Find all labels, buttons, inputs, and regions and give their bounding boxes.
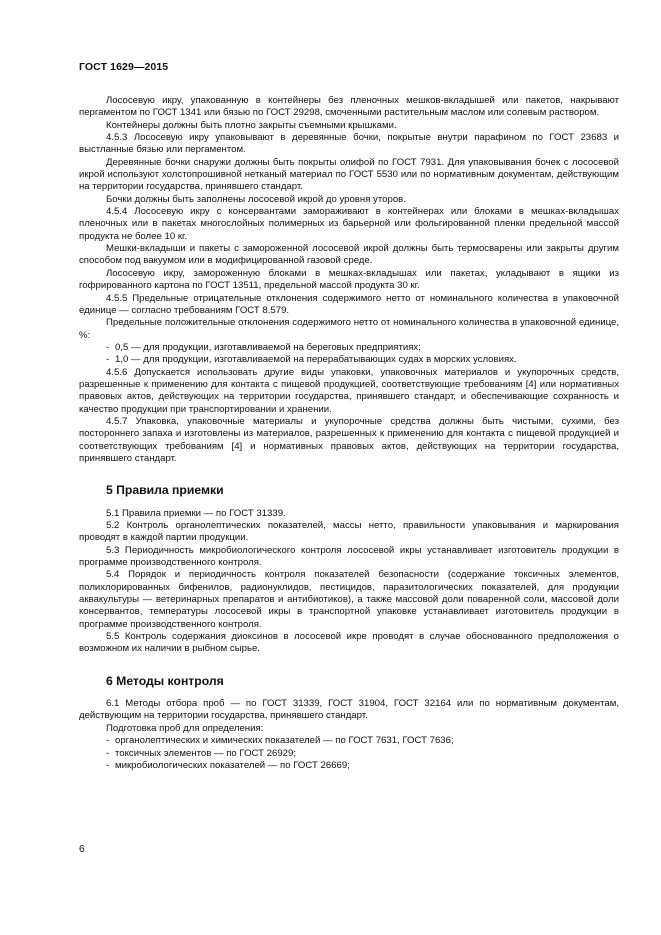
paragraph: Подготовка проб для определения:: [106, 722, 264, 734]
paragraph: Контейнеры должны быть плотно закрыты съемными крышками.: [106, 119, 397, 131]
paragraph: Мешки-вкладыши и пакеты с замороженной лососевой икрой должны быть термосварены или закрыты другим способом под вакуумом или в модифицированной газовой среде.: [79, 243, 619, 267]
paragraph: Лососевую икру, упакованную в контейнеры без пленочных мешков-вкладышей или пакетов, накрывают пергаментом по ГОСТ 1341 или бязью по ГОСТ 29298, смоченными растительным маслом или солевым раствором.: [79, 95, 619, 119]
list-item: [79, 748, 619, 760]
page-number: 6: [79, 844, 85, 855]
clause-6-1: 6.1 Методы отбора проб — по ГОСТ 31339, ГОСТ 31904, ГОСТ 32164 или по нормативным документам, действующим на территории государства, принявшего стандарт.: [79, 698, 619, 722]
list-item: [79, 735, 619, 747]
clause-4-5-7: 4.5.7 Упаковка, упаковочные материалы и укупорочные средства должны быть чистыми, сухими, без постороннего запаха и изготовлены из материалов, разрешенных к применению для контакта с пищевой продукцией и соответствующих требованиям [4] и нормативных правовых актов, действующих на территории государства, принявшего стандарт.: [79, 415, 619, 464]
clause-5-3: 5.3 Периодичность микробиологического контроля лососевой икры устанавливает изготовитель продукции в программе производственного контроля.: [79, 544, 619, 569]
list-item: [79, 760, 619, 772]
paragraph: Предельные положительные отклонения содержимого нетто от номинального количества в упаковочной единице, %:: [79, 317, 619, 341]
clause-5-2: 5.2 Контроль органолептических показателей, массы нетто, правильности упаковывания и маркирования проводят в каждой партии продукции.: [79, 520, 619, 544]
paragraph: Лососевую икру, замороженную блоками в мешках-вкладышах или пакетах, укладывают в ящики из гофрированного картона по ГОСТ 13511, предельной массой продукта 30 кг.: [79, 267, 619, 292]
list-marker: -: [106, 354, 110, 366]
paragraph: Бочки должны быть заполнены лососевой икрой до уровня уторов.: [106, 193, 406, 205]
standard-header: ГОСТ 1629—2015: [79, 61, 169, 73]
list-marker: -: [106, 341, 110, 353]
clause-4-5-6: 4.5.6 Допускается использовать другие виды упаковки, упаковочных материалов и укупорочных средств, разрешенные к применению для контакта с пищевой продукцией, соответствующие требованиям [4] или нормативных правовых актов, действующих на территории государства, принявшего стандарт, и обеспечивающие сохранность и качество продукции при транспортировании и хранении.: [79, 366, 619, 415]
clause-4-5-4: 4.5.4 Лососевую икру с консервантами замораживают в контейнерах или блоками в мешках-вкладышах пленочных или в пакетах многослойных полимерных из барьерной или фольгированной пленки предельной массой продукта не более 10 кг.: [79, 206, 619, 242]
section-title-methods: 6 Методы контроля: [106, 673, 224, 688]
list-item-text: 0,5 — для продукции, изготавливаемой на береговых предприятиях;: [115, 341, 421, 353]
list-marker: -: [106, 735, 110, 747]
paragraph: Деревянные бочки снаружи должны быть покрыты олифой по ГОСТ 7931. Для упаковывания бочек с лососевой икрой используют холстопрошивной нетканый материал по ГОСТ 5530 или по нормативным документам, действующим на территории государства, принявшего стандарт.: [79, 156, 619, 193]
section-title-acceptance: 5 Правила приемки: [106, 483, 224, 498]
clause-4-5-5: 4.5.5 Предельные отрицательные отклонения содержимого нетто от номинального количества в упаковочной единице — согласно требованиям ГОСТ 8.579.: [79, 292, 619, 316]
clause-5-1: 5.1 Правила приемки — по ГОСТ 31339.: [106, 507, 286, 519]
list-item-text: микробиологических показателей — по ГОСТ 26669;: [115, 759, 350, 771]
list-item: [79, 342, 619, 354]
list-item-text: органолептических и химических показателей — по ГОСТ 7631, ГОСТ 7636;: [115, 735, 454, 747]
clause-5-5: 5.5 Контроль содержания диоксинов в лососевой икре проводят в случае обоснованного предположения о возможном их наличии в рыбном сырье.: [79, 631, 619, 655]
clause-4-5-3: 4.5.3 Лососевую икру упаковывают в деревянные бочки, покрытые внутри парафином по ГОСТ 23683 и выстланные бязью или пергаментом.: [79, 132, 619, 156]
list-marker: -: [106, 759, 110, 771]
list-marker: -: [106, 747, 110, 759]
list-item: [79, 354, 619, 366]
clause-5-4: 5.4 Порядок и периодичность контроля показателей безопасности (содержание токсичных элементов, полихлорированных бифенилов, радионуклидов, пестицидов, паразитологических показателей, для продукции аквакультуры — ветеринарных препаратов и антибиотиков), а также массовой доли поваренной соли, массовой доли консервантов, температуры лососевой икры в транспортной упаковке устанавливает изготовитель продукции в программе производственного контроля.: [79, 569, 619, 630]
list-item-text: 1,0 — для продукции, изготавливаемой на перерабатывающих судах в морских условиях.: [115, 354, 517, 366]
document-body: [79, 91, 619, 772]
list-item-text: токсичных элементов — по ГОСТ 26929;: [115, 747, 297, 759]
